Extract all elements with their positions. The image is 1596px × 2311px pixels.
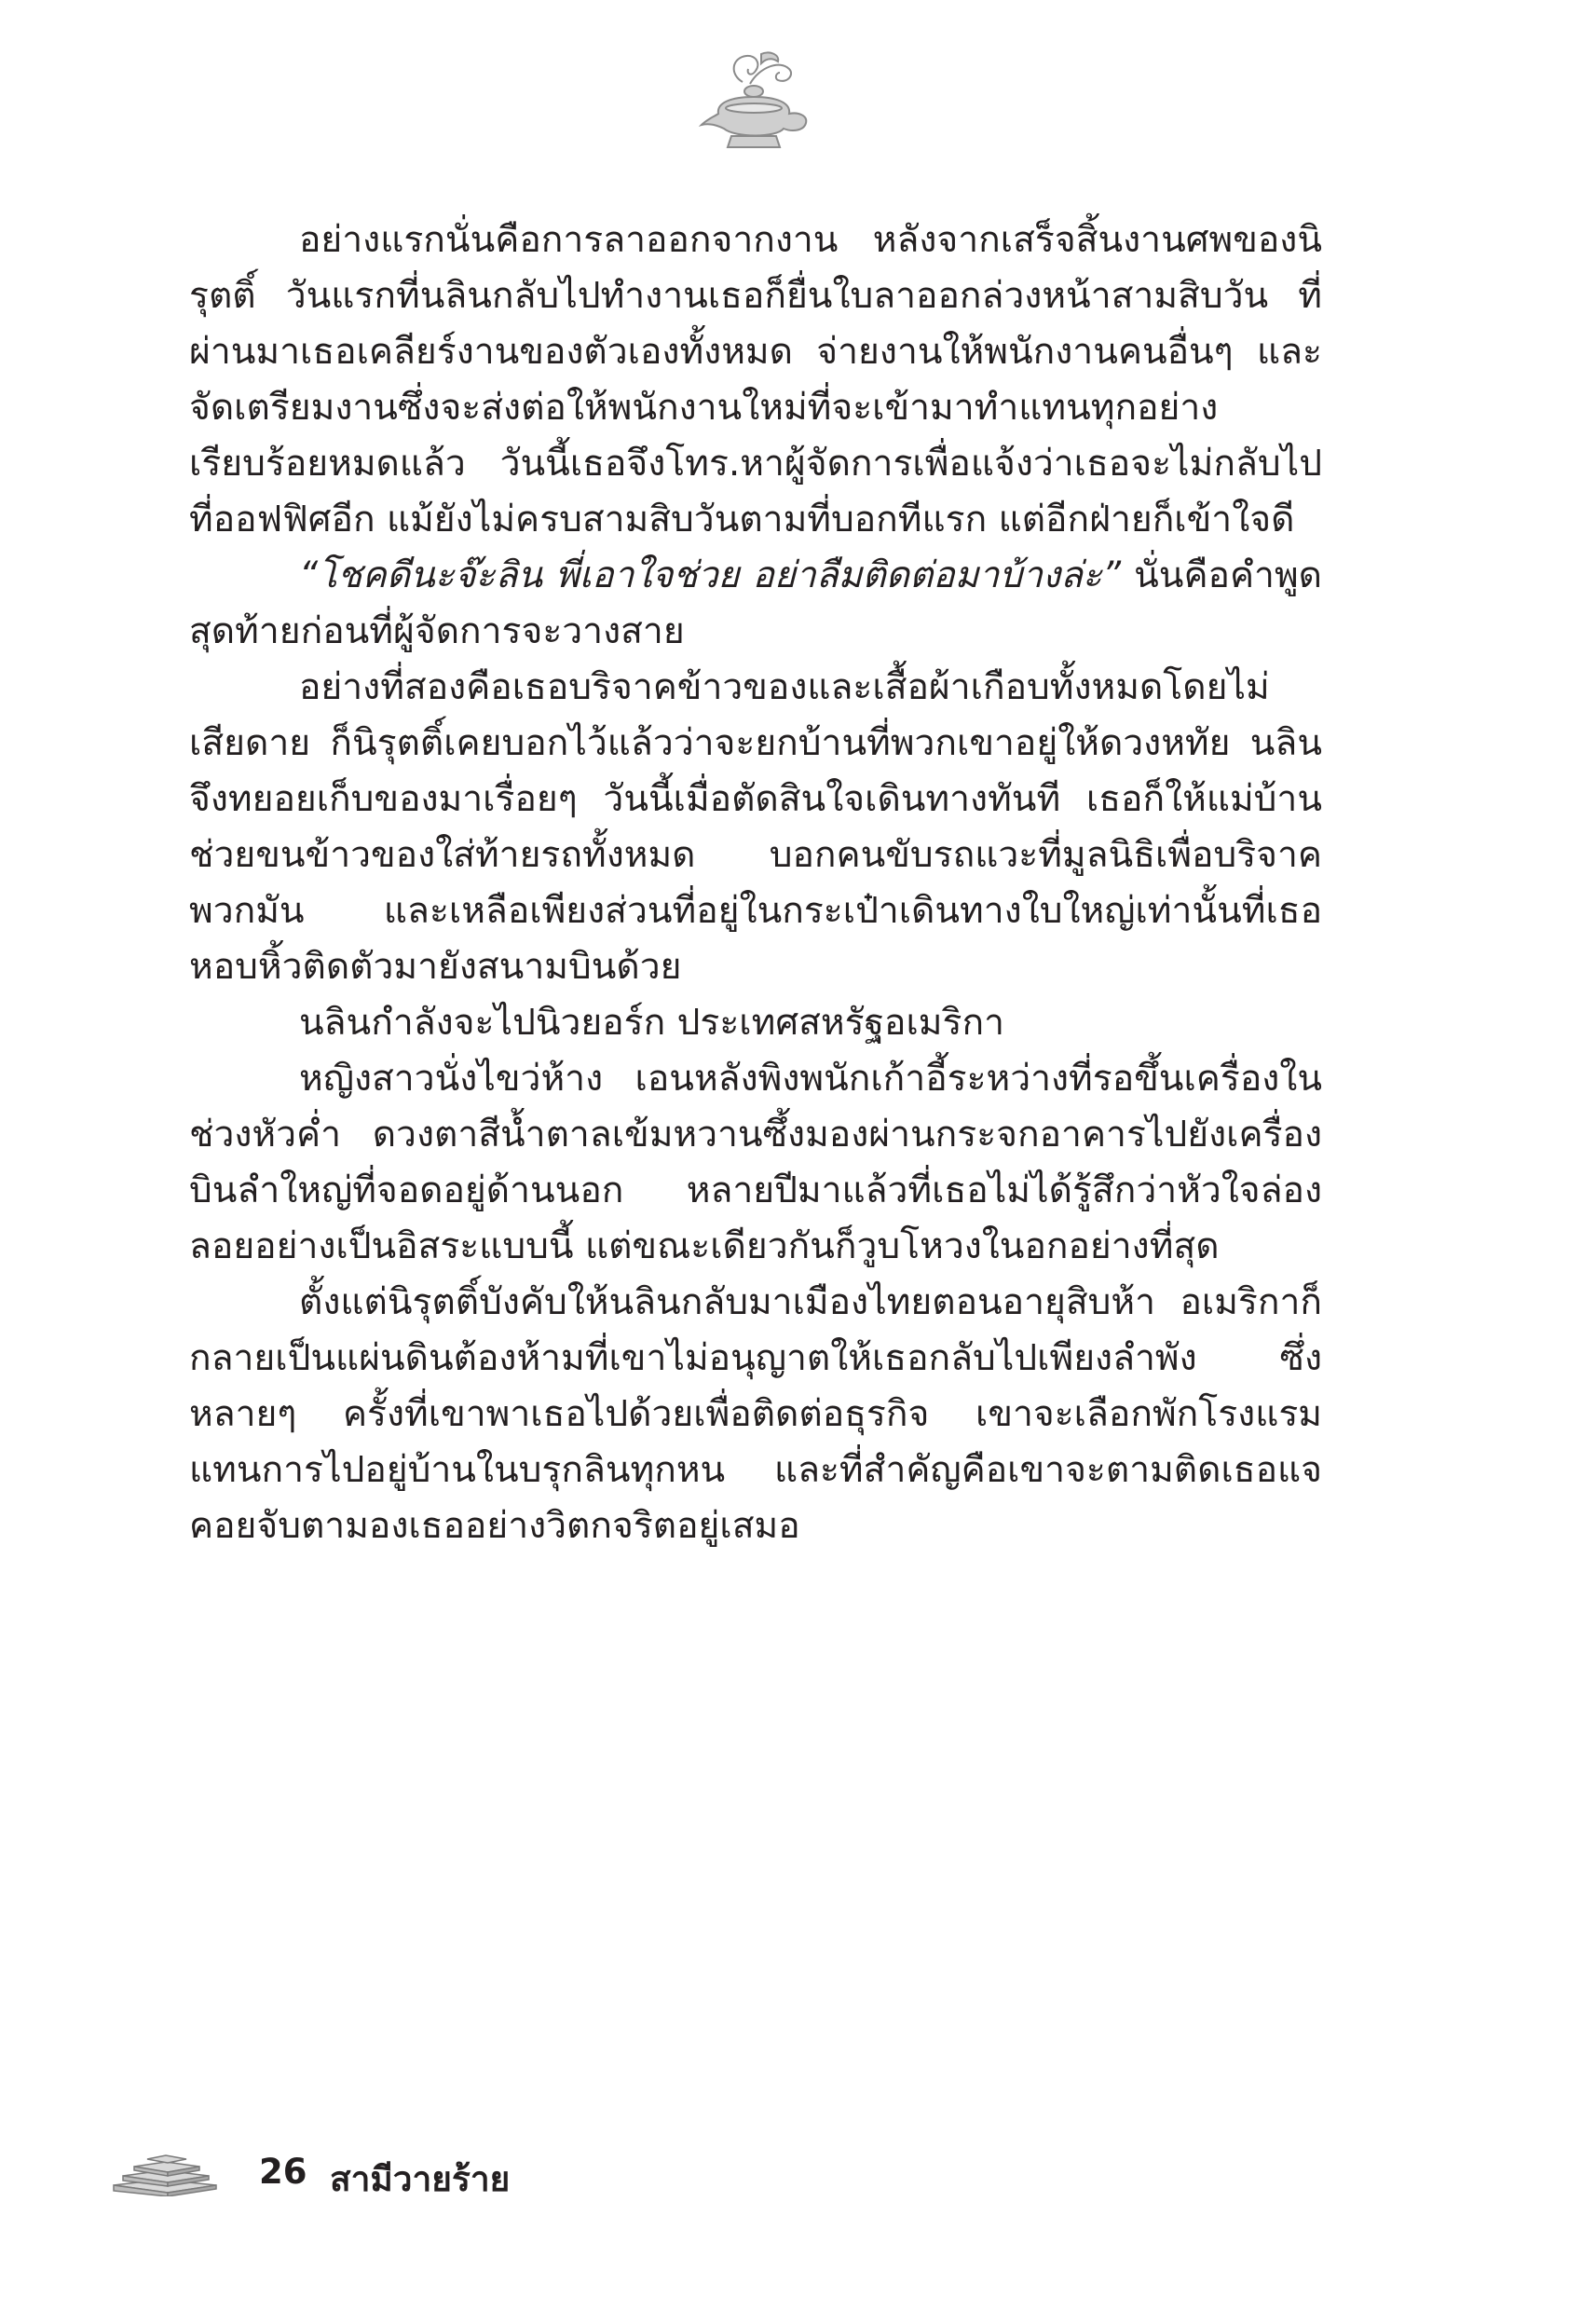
stacked-books-icon [110,2154,220,2196]
paragraph: อย่างแรกนั่นคือการลาออกจากงาน หลังจากเสร็จสิ้นงานศพของนิรุตติ์ วันแรกที่นลินกลับไปทำงานเธอก็ยื่นใบลาออกล่วงหน้าสามสิบวัน ที่ผ่านมาเธอเคลียร์งานของตัวเองทั้งหมด จ่ายงานให้พนักงานคนอื่นๆ และจัดเตรียมงานซึ่งจะส่งต่อให้พนักงานใหม่ที่จะเข้ามาทำแทนทุกอย่างเรียบร้อยหมดแล้ว วันนี้เธอจึงโทร.หาผู้จัดการเพื่อแจ้งว่าเธอจะไม่กลับไปที่ออฟฟิศอีก แม้ยังไม่ครบสามสิบวันตามที่บอกทีแรก แต่อีกฝ่ายก็เข้าใจดี [189,219,1322,540]
genie-lamp-icon [694,47,815,158]
quoted-dialogue: “โชคดีนะจ๊ะลิน พี่เอาใจช่วย อย่าลืมติดต่อมาบ้างล่ะ” [299,554,1122,596]
page-footer [110,2146,669,2202]
paragraph [189,548,1322,660]
paragraph: หญิงสาวนั่งไขว่ห้าง เอนหลังพิงพนักเก้าอี้ระหว่างที่รอขึ้นเครื่องในช่วงหัวค่ำ ดวงตาสีน้ำตาลเข้มหวานซึ้งมองผ่านกระจกอาคารไปยังเครื่องบินลำใหญ่ที่จอดอยู่ด้านนอก หลายปีมาแล้วที่เธอไม่ได้รู้สึกว่าหัวใจล่องลอยอย่างเป็นอิสระแบบนี้ แต่ขณะเดียวกันก็วูบโหวงในอกอย่างที่สุด [189,1058,1322,1267]
paragraph: อย่างที่สองคือเธอบริจาคข้าวของและเสื้อผ้าเกือบทั้งหมดโดยไม่เสียดาย ก็นิรุตติ์เคยบอกไว้แล้วว่าจะยกบ้านที่พวกเขาอยู่ให้ดวงหทัย นลินจึงทยอยเก็บของมาเรื่อยๆ วันนี้เมื่อตัดสินใจเดินทางทันที เธอก็ให้แม่บ้านช่วยขนข้าวของใส่ท้ายรถทั้งหมด บอกคนขับรถแวะที่มูลนิธิเพื่อบริจาคพวกมัน และเหลือเพียงส่วนที่อยู่ในกระเป๋าเดินทางใบใหญ่เท่านั้นที่เธอหอบหิ้วติดตัวมายังสนามบินด้วย [189,666,1322,988]
paragraph-text: นั่นคือคำพูดสุดท้ายก่อนที่ผู้จัดการจะวางสาย [189,554,1322,652]
body-text [189,212,1322,1554]
page-number: 26 [259,2152,307,2192]
paragraph: นลินกำลังจะไปนิวยอร์ก ประเทศสหรัฐอเมริกา [299,1002,1004,1044]
paragraph: ตั้งแต่นิรุตติ์บังคับให้นลินกลับมาเมืองไทยตอนอายุสิบห้า อเมริกาก็กลายเป็นแผ่นดินต้องห้ามที่เขาไม่อนุญาตให้เธอกลับไปเพียงลำพัง ซึ่งหลายๆ ครั้งที่เขาพาเธอไปด้วยเพื่อติดต่อธุรกิจ เขาจะเลือกพักโรงแรมแทนการไปอยู่บ้านในบรุกลินทุกหน และที่สำคัญคือเขาจะตามติดเธอแจ คอยจับตามองเธออย่างวิตกจริตอยู่เสมอ [189,1281,1322,1547]
book-title: สามีวายร้าย [330,2159,511,2199]
